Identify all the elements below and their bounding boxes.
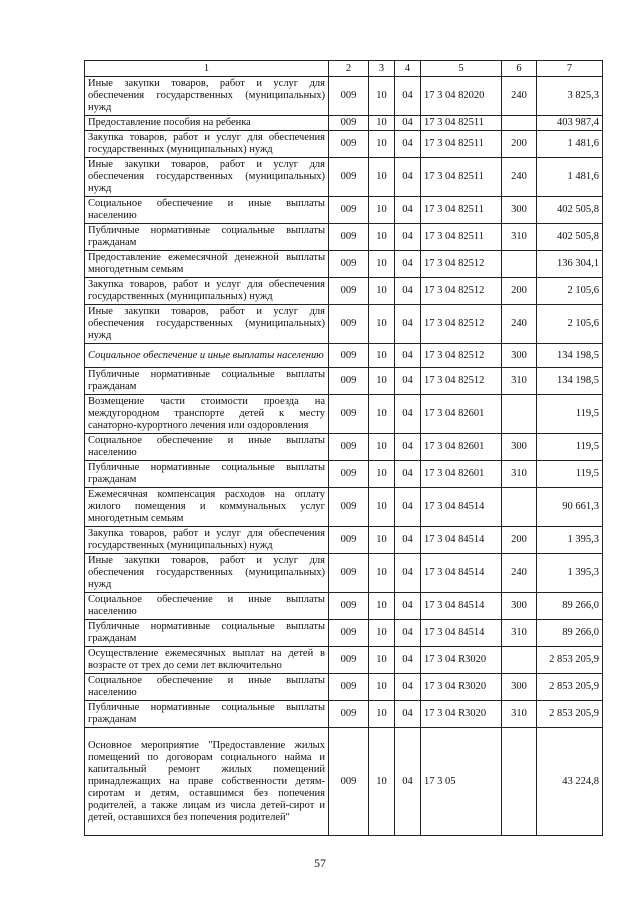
cell-code-ministry: 009 [329, 674, 369, 701]
cell-name: Социальное обеспечение и иные выплаты населению [85, 197, 329, 224]
table-row [85, 620, 603, 647]
cell-section: 10 [369, 647, 395, 674]
table-row [85, 131, 603, 158]
cell-section: 10 [369, 158, 395, 197]
header-col-7: 7 [537, 61, 603, 77]
cell-amount: 134 198,5 [537, 344, 603, 368]
cell-name: Закупка товаров, работ и услуг для обеспечения государственных (муниципальных) нужд [85, 131, 329, 158]
cell-section: 10 [369, 527, 395, 554]
cell-name: Иные закупки товаров, работ и услуг для обеспечения государственных (муниципальных) нужд [85, 305, 329, 344]
cell-target-article: 17 3 04 82511 [421, 131, 502, 158]
cell-code-ministry: 009 [329, 527, 369, 554]
cell-subsection: 04 [395, 674, 421, 701]
cell-expense-type [502, 488, 537, 527]
cell-name: Публичные нормативные социальные выплаты гражданам [85, 461, 329, 488]
table-row [85, 593, 603, 620]
cell-expense-type: 300 [502, 593, 537, 620]
header-col-5: 5 [421, 61, 502, 77]
cell-name: Публичные нормативные социальные выплаты гражданам [85, 224, 329, 251]
cell-expense-type: 300 [502, 434, 537, 461]
cell-name: Осуществление ежемесячных выплат на детей в возрасте от трех до семи лет включительно [85, 647, 329, 674]
cell-code-ministry: 009 [329, 701, 369, 728]
table-row [85, 554, 603, 593]
cell-target-article: 17 3 04 82512 [421, 278, 502, 305]
cell-target-article: 17 3 05 [421, 728, 502, 836]
cell-code-ministry: 009 [329, 368, 369, 395]
cell-expense-type: 310 [502, 620, 537, 647]
cell-subsection: 04 [395, 224, 421, 251]
cell-expense-type: 200 [502, 527, 537, 554]
table-row [85, 368, 603, 395]
cell-amount: 402 505,8 [537, 197, 603, 224]
cell-subsection: 04 [395, 158, 421, 197]
table-row [85, 434, 603, 461]
cell-expense-type: 310 [502, 701, 537, 728]
cell-section: 10 [369, 305, 395, 344]
cell-section: 10 [369, 674, 395, 701]
cell-code-ministry: 009 [329, 488, 369, 527]
cell-amount: 90 661,3 [537, 488, 603, 527]
cell-code-ministry: 009 [329, 158, 369, 197]
cell-section: 10 [369, 461, 395, 488]
cell-expense-type: 300 [502, 674, 537, 701]
cell-name: Публичные нормативные социальные выплаты гражданам [85, 701, 329, 728]
header-col-2: 2 [329, 61, 369, 77]
cell-code-ministry: 009 [329, 554, 369, 593]
cell-section: 10 [369, 593, 395, 620]
table-row [85, 77, 603, 116]
cell-section: 10 [369, 728, 395, 836]
cell-expense-type [502, 116, 537, 131]
cell-subsection: 04 [395, 527, 421, 554]
cell-subsection: 04 [395, 620, 421, 647]
cell-target-article: 17 3 04 84514 [421, 620, 502, 647]
cell-target-article: 17 3 04 82511 [421, 197, 502, 224]
cell-section: 10 [369, 131, 395, 158]
cell-name: Закупка товаров, работ и услуг для обеспечения государственных (муниципальных) нужд [85, 527, 329, 554]
cell-amount: 1 481,6 [537, 158, 603, 197]
cell-subsection: 04 [395, 251, 421, 278]
cell-name: Иные закупки товаров, работ и услуг для обеспечения государственных (муниципальных) нужд [85, 158, 329, 197]
cell-section: 10 [369, 224, 395, 251]
cell-section: 10 [369, 701, 395, 728]
table-row [85, 305, 603, 344]
cell-subsection: 04 [395, 434, 421, 461]
cell-target-article: 17 3 04 R3020 [421, 701, 502, 728]
cell-target-article: 17 3 04 82512 [421, 305, 502, 344]
table-row [85, 395, 603, 434]
cell-amount: 134 198,5 [537, 368, 603, 395]
table-row [85, 527, 603, 554]
cell-code-ministry: 009 [329, 620, 369, 647]
cell-name: Социальное обеспечение и иные выплаты населению [85, 674, 329, 701]
cell-section: 10 [369, 488, 395, 527]
cell-name: Иные закупки товаров, работ и услуг для обеспечения государственных (муниципальных) нужд [85, 77, 329, 116]
cell-code-ministry: 009 [329, 131, 369, 158]
header-row [85, 61, 603, 77]
cell-target-article: 17 3 04 82512 [421, 368, 502, 395]
cell-target-article: 17 3 04 82020 [421, 77, 502, 116]
cell-code-ministry: 009 [329, 728, 369, 836]
cell-code-ministry: 009 [329, 116, 369, 131]
cell-target-article: 17 3 04 82511 [421, 158, 502, 197]
cell-code-ministry: 009 [329, 197, 369, 224]
cell-expense-type [502, 647, 537, 674]
cell-subsection: 04 [395, 77, 421, 116]
cell-amount: 43 224,8 [537, 728, 603, 836]
cell-subsection: 04 [395, 728, 421, 836]
cell-section: 10 [369, 434, 395, 461]
table-row [85, 197, 603, 224]
cell-section: 10 [369, 554, 395, 593]
cell-name: Основное мероприятие "Предоставление жилых помещений по договорам социального найма и капитальный ремонт жилых помещений принадлежащих на праве собственности детям-сиротам и детям, оставшимся без попечения родителей, а также лицам из числа детей-сирот и детей, оставшихся без попечения родителей" [85, 728, 329, 836]
cell-subsection: 04 [395, 554, 421, 593]
cell-expense-type: 300 [502, 344, 537, 368]
cell-target-article: 17 3 04 84514 [421, 593, 502, 620]
cell-name: Предоставление пособия на ребенка [85, 116, 329, 131]
table-row [85, 728, 603, 836]
cell-target-article: 17 3 04 82512 [421, 251, 502, 278]
cell-amount: 119,5 [537, 434, 603, 461]
cell-name: Возмещение части стоимости проезда на междугородном транспорте детей к месту санаторно-курортного лечения или оздоровления [85, 395, 329, 434]
table-row [85, 278, 603, 305]
cell-amount: 136 304,1 [537, 251, 603, 278]
cell-expense-type: 310 [502, 224, 537, 251]
cell-code-ministry: 009 [329, 305, 369, 344]
cell-name: Ежемесячная компенсация расходов на оплату жилого помещения и коммунальных услуг многодетным семьям [85, 488, 329, 527]
header-col-3: 3 [369, 61, 395, 77]
cell-expense-type [502, 251, 537, 278]
table-row [85, 344, 603, 368]
cell-subsection: 04 [395, 278, 421, 305]
cell-name: Закупка товаров, работ и услуг для обеспечения государственных (муниципальных) нужд [85, 278, 329, 305]
cell-subsection: 04 [395, 647, 421, 674]
cell-section: 10 [369, 344, 395, 368]
cell-name: Публичные нормативные социальные выплаты гражданам [85, 620, 329, 647]
table-row [85, 251, 603, 278]
cell-target-article: 17 3 04 84514 [421, 554, 502, 593]
header-col-1: 1 [85, 61, 329, 77]
cell-name: Социальное обеспечение и иные выплаты населению [85, 434, 329, 461]
cell-amount: 3 825,3 [537, 77, 603, 116]
cell-target-article: 17 3 04 82511 [421, 224, 502, 251]
cell-target-article: 17 3 04 R3020 [421, 674, 502, 701]
cell-subsection: 04 [395, 131, 421, 158]
cell-code-ministry: 009 [329, 434, 369, 461]
cell-name: Предоставление ежемесячной денежной выплаты многодетным семьям [85, 251, 329, 278]
cell-subsection: 04 [395, 701, 421, 728]
cell-section: 10 [369, 278, 395, 305]
cell-expense-type [502, 395, 537, 434]
cell-amount: 119,5 [537, 395, 603, 434]
cell-code-ministry: 009 [329, 251, 369, 278]
table-row [85, 647, 603, 674]
table-row [85, 674, 603, 701]
cell-subsection: 04 [395, 116, 421, 131]
cell-subsection: 04 [395, 344, 421, 368]
cell-name: Социальное обеспечение и иные выплаты населению [85, 344, 329, 368]
cell-expense-type: 200 [502, 131, 537, 158]
cell-target-article: 17 3 04 82601 [421, 395, 502, 434]
cell-target-article: 17 3 04 82601 [421, 461, 502, 488]
cell-amount: 1 481,6 [537, 131, 603, 158]
cell-name: Публичные нормативные социальные выплаты гражданам [85, 368, 329, 395]
cell-code-ministry: 009 [329, 395, 369, 434]
cell-subsection: 04 [395, 305, 421, 344]
cell-expense-type: 310 [502, 461, 537, 488]
cell-expense-type: 240 [502, 554, 537, 593]
cell-section: 10 [369, 251, 395, 278]
cell-subsection: 04 [395, 395, 421, 434]
header-col-6: 6 [502, 61, 537, 77]
cell-expense-type [502, 728, 537, 836]
cell-code-ministry: 009 [329, 278, 369, 305]
cell-section: 10 [369, 116, 395, 131]
cell-target-article: 17 3 04 82512 [421, 344, 502, 368]
cell-target-article: 17 3 04 84514 [421, 488, 502, 527]
cell-section: 10 [369, 197, 395, 224]
cell-amount: 1 395,3 [537, 554, 603, 593]
cell-amount: 89 266,0 [537, 593, 603, 620]
cell-subsection: 04 [395, 461, 421, 488]
cell-expense-type: 200 [502, 278, 537, 305]
cell-code-ministry: 009 [329, 461, 369, 488]
cell-expense-type: 240 [502, 158, 537, 197]
cell-subsection: 04 [395, 488, 421, 527]
cell-name: Социальное обеспечение и иные выплаты населению [85, 593, 329, 620]
cell-amount: 2 105,6 [537, 305, 603, 344]
cell-expense-type: 310 [502, 368, 537, 395]
cell-code-ministry: 009 [329, 593, 369, 620]
cell-section: 10 [369, 620, 395, 647]
cell-code-ministry: 009 [329, 647, 369, 674]
cell-target-article: 17 3 04 82511 [421, 116, 502, 131]
cell-amount: 119,5 [537, 461, 603, 488]
cell-code-ministry: 009 [329, 224, 369, 251]
cell-code-ministry: 009 [329, 344, 369, 368]
budget-table [84, 60, 603, 836]
cell-amount: 89 266,0 [537, 620, 603, 647]
cell-amount: 2 853 205,9 [537, 674, 603, 701]
cell-target-article: 17 3 04 82601 [421, 434, 502, 461]
header-col-4: 4 [395, 61, 421, 77]
cell-amount: 1 395,3 [537, 527, 603, 554]
page-number: 57 [314, 856, 326, 870]
cell-section: 10 [369, 77, 395, 116]
cell-amount: 2 853 205,9 [537, 701, 603, 728]
table-row [85, 701, 603, 728]
cell-target-article: 17 3 04 R3020 [421, 647, 502, 674]
table-row [85, 158, 603, 197]
cell-subsection: 04 [395, 197, 421, 224]
cell-target-article: 17 3 04 84514 [421, 527, 502, 554]
cell-amount: 2 105,6 [537, 278, 603, 305]
cell-subsection: 04 [395, 593, 421, 620]
cell-subsection: 04 [395, 368, 421, 395]
table-row [85, 461, 603, 488]
cell-expense-type: 240 [502, 305, 537, 344]
cell-amount: 403 987,4 [537, 116, 603, 131]
cell-section: 10 [369, 368, 395, 395]
table-row [85, 224, 603, 251]
cell-name: Иные закупки товаров, работ и услуг для обеспечения государственных (муниципальных) нужд [85, 554, 329, 593]
cell-expense-type: 240 [502, 77, 537, 116]
cell-code-ministry: 009 [329, 77, 369, 116]
cell-section: 10 [369, 395, 395, 434]
table-row [85, 488, 603, 527]
cell-expense-type: 300 [502, 197, 537, 224]
cell-amount: 402 505,8 [537, 224, 603, 251]
table-row [85, 116, 603, 131]
cell-amount: 2 853 205,9 [537, 647, 603, 674]
